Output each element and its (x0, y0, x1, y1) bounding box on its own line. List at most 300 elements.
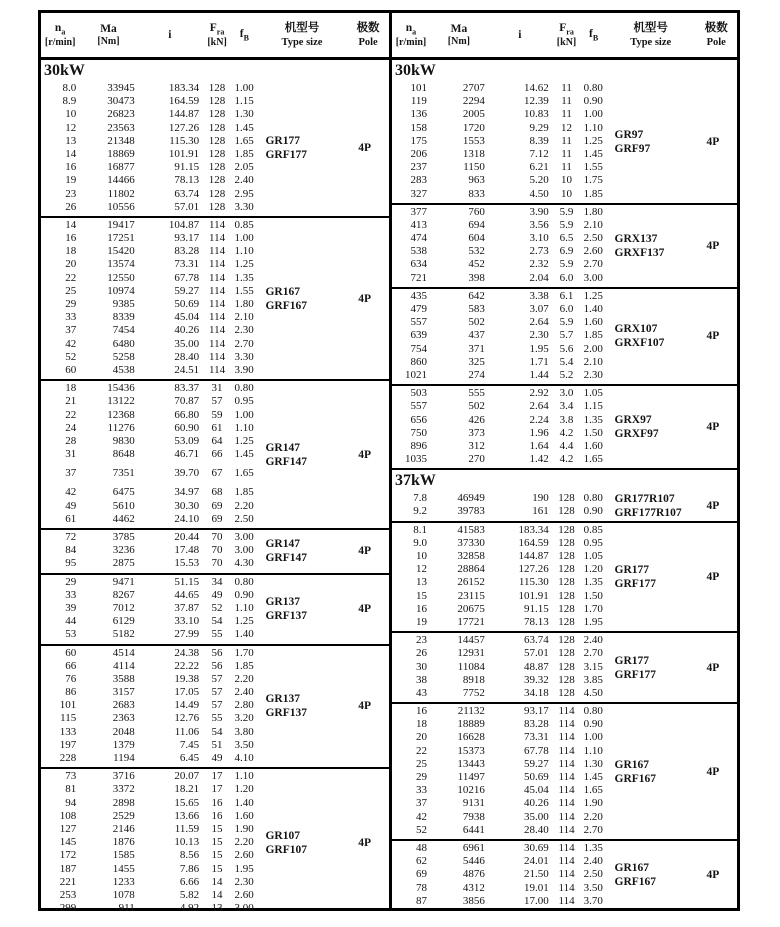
cell: 1.71 (529, 355, 549, 368)
table-row (392, 842, 737, 855)
cell: 1.85 (234, 486, 254, 499)
cell: 25 (415, 757, 427, 770)
cell: 10 (415, 550, 427, 562)
table-row (392, 855, 737, 868)
table-row (41, 589, 389, 602)
cell: 175 (410, 134, 427, 147)
cell: 0.90 (583, 718, 603, 731)
cell: 8339 (112, 311, 135, 324)
cell: 16877 (107, 161, 135, 174)
header-unit: [kN] (207, 36, 227, 48)
table-row (392, 882, 737, 895)
cell: 2707 (462, 82, 485, 94)
cell: 86 (65, 686, 77, 699)
cell: 128 (558, 550, 575, 562)
cell: 17251 (107, 232, 135, 245)
column-header (79, 22, 137, 49)
cell: 1035 (404, 453, 427, 466)
cell: 413 (410, 218, 427, 231)
cell: 69 (211, 499, 223, 512)
section-label: 37kW (392, 468, 737, 491)
cell: 83.37 (174, 382, 200, 395)
table-row (392, 524, 737, 537)
column-header (392, 21, 430, 50)
cell: 1.40 (583, 303, 603, 315)
cell: 11.06 (174, 725, 200, 738)
cell: 68 (211, 486, 223, 499)
header-symbol-sub: ra (216, 26, 225, 36)
cell: 2.00 (583, 342, 603, 355)
cell: 2.80 (234, 699, 254, 712)
type-size-line: GR147 (265, 538, 300, 551)
type-block (41, 216, 389, 379)
cell: 1.64 (529, 439, 549, 452)
cell: 435 (410, 289, 427, 302)
cell: 128 (208, 187, 226, 200)
cell: 1379 (112, 738, 135, 751)
cell: 15 (415, 589, 427, 602)
cell: 34.97 (174, 486, 200, 499)
cell: 114 (558, 881, 575, 894)
cell: 4.92 (179, 902, 200, 915)
type-size-line: GR167 (265, 285, 300, 298)
pole-label: 4P (706, 239, 720, 252)
cell: 3.80 (234, 725, 254, 738)
cell: 5258 (112, 350, 135, 363)
type-size-line: GRF167 (614, 772, 657, 785)
cell: 16 (415, 705, 427, 718)
cell: 15436 (107, 382, 135, 395)
type-size-line: GRF177 (614, 668, 657, 681)
cell: 5.20 (529, 174, 549, 187)
cell: 479 (410, 303, 427, 315)
cell: 13122 (107, 395, 135, 408)
type-size-label (265, 134, 307, 162)
pole-label: 4P (358, 448, 372, 461)
table-row (392, 718, 737, 731)
cell: 128 (208, 174, 226, 187)
cell: 67.78 (174, 271, 200, 284)
cell: 1.50 (583, 426, 603, 439)
cell: 190 (532, 492, 549, 505)
cell: 3856 (462, 894, 485, 907)
cell: 128 (558, 647, 575, 660)
cell: 4.4 (559, 439, 574, 452)
cell: 4114 (113, 659, 135, 672)
table-row (41, 82, 389, 95)
cell: 2.50 (583, 868, 603, 881)
column-header (606, 21, 696, 49)
table-row (41, 467, 389, 480)
cell: 10.83 (523, 108, 549, 121)
cell: 20 (415, 731, 427, 744)
cell: 2048 (112, 725, 135, 738)
cell: 3.07 (529, 303, 549, 315)
cell: 57 (211, 395, 223, 408)
cell: 0.80 (583, 705, 603, 718)
cell: 33.10 (174, 615, 200, 628)
cell: 15 (211, 849, 223, 862)
cell: 2.04 (529, 271, 549, 284)
cell: 145 (59, 836, 77, 849)
cell: 0.95 (234, 395, 254, 408)
cell: 26 (415, 647, 427, 660)
cell: 3.00 (583, 271, 603, 284)
cell: 11276 (107, 421, 135, 434)
cell: 0.90 (583, 95, 603, 108)
cell: 2875 (112, 557, 135, 570)
table-row (41, 889, 389, 902)
cell: 1.70 (234, 646, 254, 659)
cell: 164.59 (518, 536, 549, 549)
cell: 128 (208, 95, 226, 108)
cell: 37.87 (174, 601, 200, 614)
table-row (41, 615, 389, 628)
cell: 270 (468, 453, 485, 466)
table-row (392, 369, 737, 382)
table-row (41, 135, 389, 148)
header-label-en: Pole (706, 36, 726, 48)
cell: 164.59 (168, 95, 200, 108)
cell: 16 (415, 602, 427, 615)
table-row (41, 576, 389, 589)
cell: 78 (415, 881, 427, 894)
cell: 911 (118, 902, 135, 915)
cell: 5.82 (179, 888, 200, 901)
cell: 136 (410, 108, 427, 121)
table-row (392, 687, 737, 700)
cell: 7454 (112, 324, 135, 337)
cell: 0.80 (234, 382, 254, 395)
table-row (41, 108, 389, 121)
cell: 1.30 (234, 108, 254, 121)
cell: 114 (558, 894, 575, 907)
cell: 49 (65, 499, 77, 512)
cell: 59.27 (174, 284, 200, 297)
cell: 60 (65, 363, 77, 376)
type-size-line: GRF167 (265, 299, 307, 312)
cell: 13574 (107, 258, 135, 271)
cell: 15.53 (174, 557, 200, 570)
type-size-label (265, 285, 307, 313)
cell: 114 (558, 823, 575, 836)
cell: 1.85 (234, 147, 254, 160)
cell: 128 (558, 589, 575, 602)
cell: 1.25 (583, 134, 603, 147)
cell: 161 (532, 505, 549, 518)
header-symbol-base: n (405, 21, 413, 34)
cell: 1.60 (234, 809, 254, 822)
cell: 24.10 (174, 512, 200, 525)
table-row (41, 660, 389, 673)
header-unit: [r/min] (395, 36, 427, 48)
cell: 44 (65, 615, 77, 628)
cell: 9830 (112, 434, 135, 447)
cell: 2.70 (583, 258, 603, 271)
cell: 114 (558, 718, 575, 731)
cell: 2.20 (234, 499, 254, 512)
cell: 26152 (457, 576, 485, 589)
cell: 5.7 (559, 329, 574, 342)
cell: 50.69 (523, 771, 549, 783)
table-row (41, 699, 389, 712)
header-symbol (581, 27, 605, 43)
cell: 23563 (107, 121, 135, 134)
table-row (392, 245, 737, 258)
cell: 11 (561, 147, 572, 160)
cell: 2.60 (583, 245, 603, 258)
cell: 15 (211, 822, 223, 835)
cell: 114 (209, 271, 226, 284)
cell: 78.13 (523, 615, 549, 628)
cell: 128 (558, 576, 575, 589)
cell: 1.42 (529, 453, 549, 466)
header-label-en: Type size (630, 36, 672, 48)
cell: 1.40 (234, 628, 254, 641)
cell: 42 (65, 337, 77, 350)
table-row (41, 245, 389, 258)
cell: 1.80 (583, 205, 603, 218)
cell: 1.55 (234, 284, 254, 297)
cell: 6961 (462, 841, 485, 854)
cell: 114 (558, 744, 575, 757)
column-header (41, 21, 79, 50)
cell: 14.62 (523, 82, 549, 94)
cell: 78.13 (174, 174, 200, 187)
header-label-zh: 机型号 (284, 22, 320, 35)
cell: 1.80 (234, 298, 254, 310)
cell: 20.07 (174, 770, 200, 783)
type-size-line: GRXF107 (614, 337, 665, 350)
cell: 114 (558, 784, 575, 797)
cell: 23115 (457, 589, 485, 602)
cell: 9.0 (413, 536, 427, 549)
cell: 896 (410, 439, 427, 452)
table-row (392, 811, 737, 824)
cell: 114 (558, 841, 575, 854)
cell: 66 (65, 659, 77, 672)
type-size-line: GR177 (614, 654, 650, 667)
table-row (41, 486, 389, 499)
cell: 23 (65, 187, 77, 200)
cell: 37330 (457, 536, 485, 549)
cell: 13.66 (174, 809, 200, 822)
table-row (392, 634, 737, 647)
cell: 18889 (457, 718, 485, 731)
header-label-en: Pole (358, 36, 378, 48)
cell: 5.6 (559, 342, 574, 355)
cell: 1.95 (583, 615, 603, 628)
cell: 3785 (112, 531, 135, 543)
cell: 557 (410, 400, 427, 413)
table-row (392, 303, 737, 316)
cell: 28.40 (174, 350, 200, 363)
cell: 2.30 (234, 875, 254, 888)
cell: 4876 (462, 868, 485, 881)
cell: 17.00 (523, 894, 549, 907)
cell: 0.80 (583, 82, 603, 94)
cell: 9131 (462, 797, 485, 810)
cell: 10 (561, 174, 573, 187)
header-symbol-base: F (209, 21, 217, 34)
cell: 327 (410, 187, 427, 200)
cell: 1150 (463, 161, 485, 174)
cell: 2.20 (234, 836, 254, 849)
type-size-label (615, 563, 657, 591)
cell: 7.12 (529, 147, 549, 160)
cell: 14.49 (174, 699, 200, 712)
cell: 13 (415, 576, 427, 589)
cell: 114 (209, 311, 226, 324)
cell: 114 (209, 350, 226, 363)
cell: 1.10 (234, 245, 254, 258)
cell: 0.85 (234, 218, 254, 231)
column-header (696, 21, 737, 49)
cell: 1.90 (234, 822, 254, 835)
cell: 12.39 (523, 95, 549, 108)
type-size-line: GRF147 (265, 552, 307, 565)
type-size-line: GRF137 (265, 610, 307, 623)
table-row (41, 219, 389, 232)
cell: 9471 (112, 575, 135, 588)
cell: 15420 (107, 245, 135, 258)
cell: 128 (208, 147, 226, 160)
cell: 91.15 (174, 161, 200, 174)
cell: 1.65 (234, 134, 254, 147)
type-size-label (615, 758, 657, 786)
cell: 2.40 (234, 686, 254, 699)
header-label-zh: 极数 (704, 22, 728, 35)
cell: 1.45 (583, 771, 603, 783)
cell: 114 (558, 797, 575, 810)
cell: 253 (59, 888, 77, 901)
table-row (392, 440, 737, 453)
cell: 187 (59, 862, 77, 875)
table-row (392, 895, 737, 908)
cell: 1.35 (583, 576, 603, 589)
cell: 4.30 (234, 557, 254, 570)
table-row (41, 810, 389, 823)
cell: 62 (415, 855, 427, 868)
pole-label: 4P (358, 292, 372, 305)
type-block (41, 379, 389, 528)
cell: 17 (211, 783, 223, 796)
table-row (392, 550, 737, 563)
cell: 18 (65, 382, 77, 395)
cell: 12368 (107, 408, 135, 421)
cell: 59 (211, 408, 223, 421)
cell: 48 (415, 841, 427, 854)
header-symbol-base: i (168, 28, 172, 41)
table-row (41, 272, 389, 285)
cell: 1.45 (234, 448, 254, 461)
cell: 2.60 (234, 849, 254, 862)
cell: 51 (211, 738, 223, 751)
table-row (41, 849, 389, 862)
pole-label: 4P (358, 837, 372, 850)
cell: 2.40 (583, 634, 603, 647)
cell: 114 (558, 757, 575, 770)
table-row (41, 647, 389, 660)
table-row (392, 674, 737, 687)
cell: 18869 (107, 147, 135, 160)
cell: 5610 (112, 499, 135, 512)
cell: 128 (208, 161, 226, 174)
type-size-line: GR167 (614, 862, 650, 875)
cell: 38 (415, 673, 427, 686)
cell: 2.92 (529, 387, 549, 400)
table-row (392, 258, 737, 271)
cell: 31 (211, 382, 223, 395)
header-label-zh: 极数 (356, 22, 380, 35)
table-row (41, 324, 389, 337)
cell: 30473 (107, 95, 135, 108)
cell: 101.91 (168, 147, 200, 160)
table-row (41, 435, 389, 448)
cell: 29 (415, 771, 427, 783)
cell: 16 (65, 232, 77, 245)
cell: 6.0 (559, 271, 574, 284)
cell: 31 (65, 448, 77, 461)
cell: 15373 (457, 744, 485, 757)
pole-label: 4P (358, 142, 372, 155)
cell: 20.44 (174, 531, 200, 543)
cell: 53 (65, 628, 77, 641)
table-row (41, 298, 389, 311)
cell: 114 (209, 245, 226, 258)
table-row (392, 290, 737, 303)
header-label-en: Type size (281, 36, 323, 48)
header-symbol (392, 21, 430, 37)
type-block (392, 203, 737, 287)
cell: 1.90 (583, 797, 603, 810)
cell: 128 (558, 660, 575, 673)
cell: 8.1 (413, 523, 427, 536)
cell: 12 (415, 563, 427, 576)
type-size-line: GRX137 (614, 232, 658, 245)
cell: 197 (59, 738, 77, 751)
type-size-label (615, 232, 665, 260)
cell: 1.75 (583, 174, 603, 187)
cell: 8918 (462, 673, 485, 686)
type-size-line: GR177 (614, 563, 650, 576)
cell: 1.70 (583, 602, 603, 615)
cell: 128 (558, 686, 575, 699)
cell: 6.0 (559, 303, 574, 315)
table-row (392, 603, 737, 616)
cell: 437 (468, 329, 485, 342)
cell: 30 (415, 660, 427, 673)
cell: 6.66 (179, 875, 200, 888)
cell: 3372 (112, 783, 135, 796)
cell: 53.09 (174, 434, 200, 447)
table-row (41, 188, 389, 201)
cell: 206 (410, 147, 427, 160)
table-row (392, 82, 737, 95)
cell: 2.30 (529, 329, 549, 342)
table-row (392, 616, 737, 629)
header-symbol-sub: a (61, 26, 66, 36)
header-symbol-base: f (589, 27, 593, 40)
cell: 2.70 (583, 647, 603, 660)
cell: 2.10 (583, 218, 603, 231)
cell: 67 (211, 467, 223, 480)
type-size-line: GRXF137 (614, 246, 665, 259)
cell: 1.85 (583, 329, 603, 342)
pole-label: 4P (706, 869, 720, 882)
table-row (392, 647, 737, 660)
cell: 5.9 (559, 258, 574, 271)
